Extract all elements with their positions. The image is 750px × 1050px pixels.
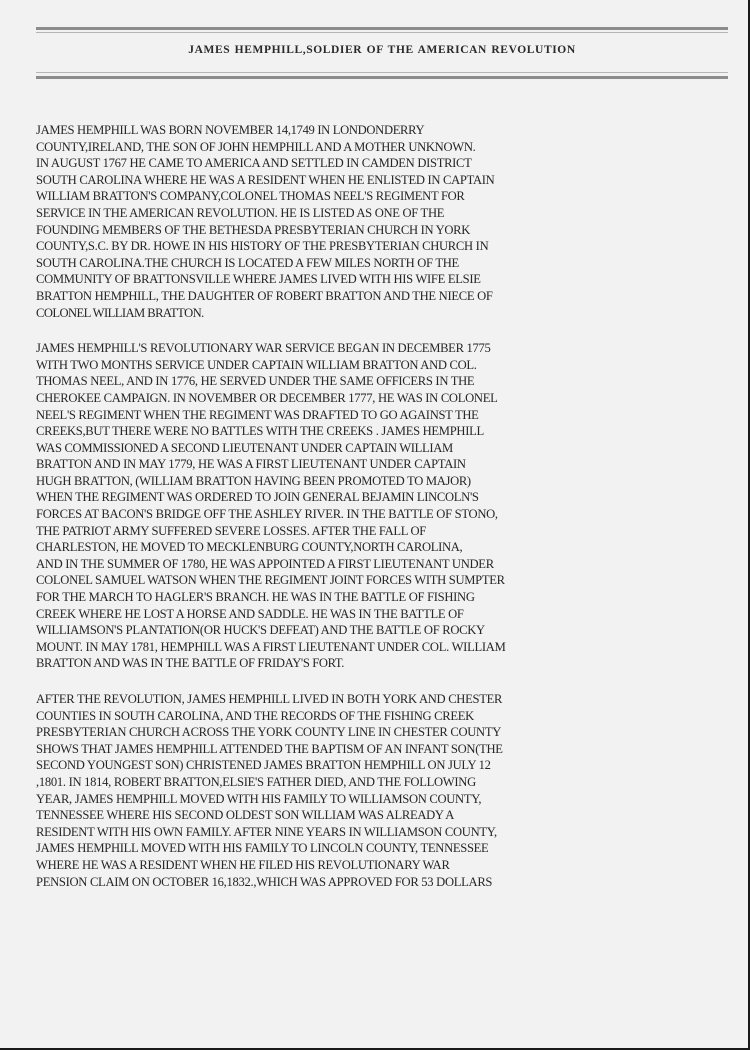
text-line: NEEL'S REGIMENT WHEN THE REGIMENT WAS DRAFTED TO GO AGAINST THE <box>36 407 479 422</box>
paragraph-3 <box>36 691 736 890</box>
text-line: THE PATRIOT ARMY SUFFERED SEVERE LOSSES. AFTER THE FALL OF <box>36 523 426 538</box>
text-line: BRATTON HEMPHILL, THE DAUGHTER OF ROBERT BRATTON AND THE NIECE OF <box>36 288 493 303</box>
text-line: FORCES AT BACON'S BRIDGE OFF THE ASHLEY RIVER. IN THE BATTLE OF STONO, <box>36 507 498 522</box>
text-line: YEAR, JAMES HEMPHILL MOVED WITH HIS FAMILY TO WILLIAMSON COUNTY, <box>36 791 482 806</box>
text-line: CHEROKEE CAMPAIGN. IN NOVEMBER OR DECEMBER 1777, HE WAS IN COLONEL <box>36 390 498 405</box>
text-line: WHEN THE REGIMENT WAS ORDERED TO JOIN GENERAL BEJAMIN LINCOLN'S <box>36 490 479 505</box>
text-line: BRATTON AND WAS IN THE BATTLE OF FRIDAY'S FORT. <box>36 656 345 671</box>
text-line: COLONEL WILLIAM BRATTON. <box>36 305 204 320</box>
text-line: SOUTH CAROLINA WHERE HE WAS A RESIDENT WHEN HE ENLISTED IN CAPTAIN <box>36 172 495 187</box>
text-line: COUNTIES IN SOUTH CAROLINA, AND THE RECORDS OF THE FISHING CREEK <box>36 708 474 723</box>
text-line: WHERE HE WAS A RESIDENT WHEN HE FILED HIS REVOLUTIONARY WAR <box>36 857 450 872</box>
text-line: WILLIAMSON'S PLANTATION(OR HUCK'S DEFEAT) AND THE BATTLE OF ROCKY <box>36 623 485 638</box>
text-line: JAMES HEMPHILL WAS BORN NOVEMBER 14,1749 IN LONDONDERRY <box>36 123 425 137</box>
text-line: BRATTON AND IN MAY 1779, HE WAS A FIRST LIEUTENANT UNDER CAPTAIN <box>36 457 466 472</box>
paragraph-2 <box>36 340 736 672</box>
text-line: COUNTY,S.C. BY DR. HOWE IN HIS HISTORY OF THE PRESBYTERIAN CHURCH IN <box>36 239 489 254</box>
text-line: SOUTH CAROLINA.THE CHURCH IS LOCATED A FEW MILES NORTH OF THE <box>36 255 459 270</box>
text-line: HUGH BRATTON, (WILLIAM BRATTON HAVING BEEN PROMOTED TO MAJOR) <box>36 473 471 488</box>
text-line: TENNESSEE WHERE HIS SECOND OLDEST SON WILLIAM WAS ALREADY A <box>36 808 455 823</box>
text-line: MOUNT. IN MAY 1781, HEMPHILL WAS A FIRST LIEUTENANT UNDER COL. WILLIAM <box>36 639 506 654</box>
text-line: RESIDENT WITH HIS OWN FAMILY. AFTER NINE YEARS IN WILLIAMSON COUNTY, <box>36 824 497 839</box>
text-line: WAS COMMISSIONED A SECOND LIEUTENANT UNDER CAPTAIN WILLIAM <box>36 440 453 455</box>
text-line: COLONEL SAMUEL WATSON WHEN THE REGIMENT JOINT FORCES WITH SUMPTER <box>36 573 505 588</box>
text-line: COUNTY,IRELAND, THE SON OF JOHN HEMPHILL AND A MOTHER UNKNOWN. <box>36 139 476 154</box>
header-rule-bottom-thin <box>36 72 728 73</box>
text-line: WITH TWO MONTHS SERVICE UNDER CAPTAIN WILLIAM BRATTON AND COL. <box>36 357 477 372</box>
document-title: JAMES HEMPHILL,SOLDIER OF THE AMERICAN REVOLUTION <box>188 44 576 56</box>
text-line: FOUNDING MEMBERS OF THE BETHESDA PRESBYTERIAN CHURCH IN YORK <box>36 222 471 237</box>
text-line: FOR THE MARCH TO HAGLER'S BRANCH. HE WAS IN THE BATTLE OF FISHING <box>36 590 475 605</box>
paragraph-1 <box>36 122 736 321</box>
text-line: IN AUGUST 1767 HE CAME TO AMERICA AND SETTLED IN CAMDEN DISTRICT <box>36 156 472 171</box>
text-line: SECOND YOUNGEST SON) CHRISTENED JAMES BRATTON HEMPHILL ON JULY 12 <box>36 758 491 773</box>
text-line: CREEK WHERE HE LOST A HORSE AND SADDLE. HE WAS IN THE BATTLE OF <box>36 606 464 621</box>
header-rule-top-thin <box>36 32 728 33</box>
text-line: PRESBYTERIAN CHURCH ACROSS THE YORK COUNTY LINE IN CHESTER COUNTY <box>36 725 502 740</box>
text-line: AFTER THE REVOLUTION, JAMES HEMPHILL LIVED IN BOTH YORK AND CHESTER <box>36 692 503 706</box>
text-line: CHARLESTON, HE MOVED TO MECKLENBURG COUNTY,NORTH CAROLINA, <box>36 540 463 555</box>
document-body <box>36 122 736 909</box>
text-line: COMMUNITY OF BRATTONSVILLE WHERE JAMES LIVED WITH HIS WIFE ELSIE <box>36 272 481 287</box>
text-line: JAMES HEMPHILL MOVED WITH HIS FAMILY TO LINCOLN COUNTY, TENNESSEE <box>36 841 489 856</box>
text-line: SERVICE IN THE AMERICAN REVOLUTION. HE IS LISTED AS ONE OF THE <box>36 205 445 220</box>
text-line: SHOWS THAT JAMES HEMPHILL ATTENDED THE BAPTISM OF AN INFANT SON(THE <box>36 741 503 756</box>
text-line: JAMES HEMPHILL'S REVOLUTIONARY WAR SERVICE BEGAN IN DECEMBER 1775 <box>36 341 491 356</box>
header-rule-top-thick <box>36 27 728 30</box>
text-line: PENSION CLAIM ON OCTOBER 16,1832.,WHICH WAS APPROVED FOR 53 DOLLARS <box>36 874 493 889</box>
text-line: AND IN THE SUMMER OF 1780, HE WAS APPOINTED A FIRST LIEUTENANT UNDER <box>36 556 494 571</box>
header-rule-bottom-thick <box>36 76 728 79</box>
text-line: CREEKS,BUT THERE WERE NO BATTLES WITH THE CREEKS . JAMES HEMPHILL <box>36 424 484 439</box>
text-line: ,1801. IN 1814, ROBERT BRATTON,ELSIE'S FATHER DIED, AND THE FOLLOWING <box>36 774 476 789</box>
text-line: THOMAS NEEL, AND IN 1776, HE SERVED UNDER THE SAME OFFICERS IN THE <box>36 374 475 389</box>
text-line: WILLIAM BRATTON'S COMPANY,COLONEL THOMAS NEEL'S REGIMENT FOR <box>36 189 465 204</box>
